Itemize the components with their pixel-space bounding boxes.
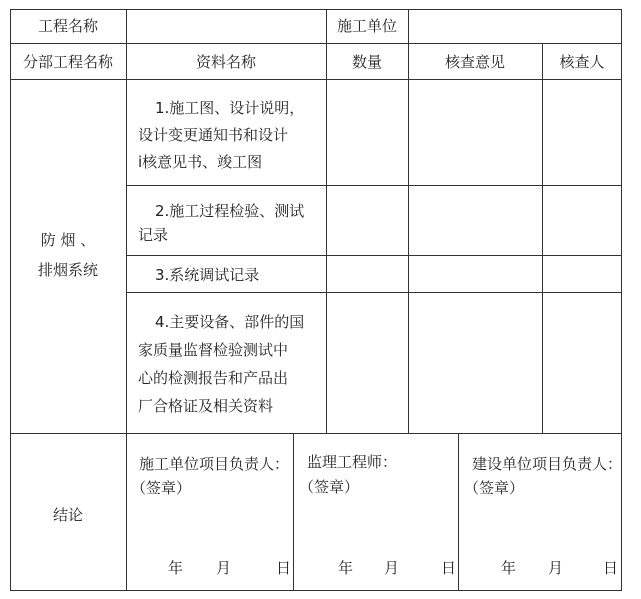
document-item-line: 4.主要设备、部件的国 <box>155 313 305 331</box>
sub-project-name-line2: 排烟系统 <box>37 261 98 279</box>
document-item-line: 家质量监督检验测试中 <box>138 341 289 359</box>
document-item-line: 设计变更通知书和设计 <box>138 126 289 144</box>
document-item-line: 心的检测报告和产品出 <box>138 369 289 387</box>
column-divider <box>542 43 543 433</box>
column-divider <box>458 433 459 591</box>
table-border-right <box>621 9 622 591</box>
signature-year: 年 <box>338 559 354 577</box>
document-item-line: 记录 <box>138 226 169 244</box>
signature-month: 月 <box>384 559 400 577</box>
acceptance-form-table <box>10 9 622 591</box>
table-border-bottom <box>10 590 622 591</box>
conclusion-label: 结论 <box>52 506 83 524</box>
signature-seal: （签章） <box>131 479 192 497</box>
signature-month: 月 <box>548 559 564 577</box>
row-divider <box>10 43 622 44</box>
row-divider <box>10 79 622 80</box>
document-item-line: 2.施工过程检验、测试 <box>155 202 305 220</box>
document-item-line: 1.施工图、设计说明， <box>155 99 305 117</box>
column-header-quantity: 数量 <box>351 53 382 71</box>
signature-month: 月 <box>216 559 232 577</box>
sub-project-name-line1: 防 烟 、 <box>40 231 96 249</box>
column-header-sub-project: 分部工程名称 <box>22 53 113 71</box>
project-name-label: 工程名称 <box>37 17 98 35</box>
row-divider <box>126 255 622 256</box>
column-header-document: 资料名称 <box>195 53 256 71</box>
column-header-reviewer: 核查人 <box>559 53 605 71</box>
construction-unit-label: 施工单位 <box>336 17 397 35</box>
signature-role: 施工单位项目负责人： <box>139 455 290 473</box>
document-item-line: 3.系统调试记录 <box>155 266 260 284</box>
row-divider <box>126 292 622 293</box>
signature-day: 日 <box>603 559 619 577</box>
column-divider <box>293 433 294 591</box>
row-divider <box>126 185 622 186</box>
signature-day: 日 <box>441 559 457 577</box>
signature-year: 年 <box>501 559 517 577</box>
table-border-top <box>10 9 622 10</box>
document-item-line: 厂合格证及相关资料 <box>138 397 274 415</box>
signature-seal: （签章） <box>299 478 360 496</box>
signature-seal: （签章） <box>464 479 525 497</box>
column-divider <box>126 9 127 591</box>
signature-role: 监理工程师： <box>307 453 398 471</box>
signature-day: 日 <box>276 559 292 577</box>
signature-role: 建设单位项目负责人： <box>472 455 623 473</box>
row-divider <box>10 433 622 434</box>
signature-year: 年 <box>168 559 184 577</box>
document-item-line: i核意见书、竣工图 <box>138 153 263 171</box>
column-header-review-opinion: 核查意见 <box>444 53 505 71</box>
